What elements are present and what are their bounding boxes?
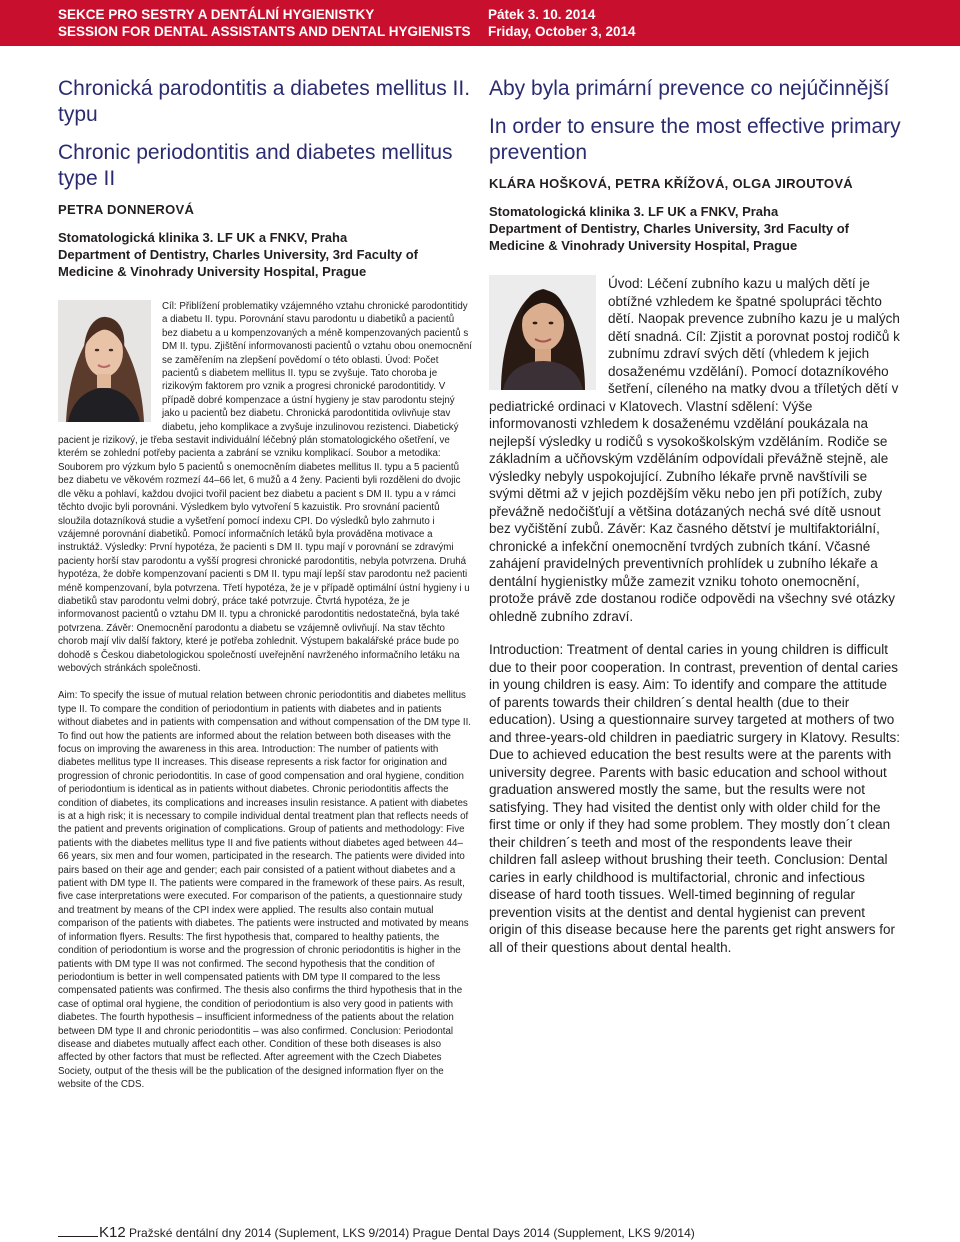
right-article — [489, 76, 901, 956]
affiliation-en: Department of Dentistry, Charles University, 3rd Faculty of Medicine & Vinohrady University Hospital, Prague — [489, 221, 849, 253]
abstract-en: Introduction: Treatment of dental caries in young children is difficult due to their poor cooperation. In contrast, prevention of dental caries in young children is easy. Aim: To identify and compare the attitude of parents towards their children´s dental health (due to their education). Using a questionnaire survey targeted at mothers of two and three-years-old children in paediatric surgery in Klatovy. Results: Due to achieved education the best results were at the parents with university degree. Parents with basic education and school without graduation answered mostly the same, but the results were not satisfying. They had visited the dentist only with older child for the first time or only if they had some problem. They mostly don´t clean their children´s teeth and most of the respondents leave their children fall asleep without brushing their teeth. Conclusion: Dental caries in early childhood is multifactorial, chronic and infectious disease of hard tooth tissues. Well-timed beginning of regular prevention visits at the dentist and dental hygienist can prevent origin of this disease because here the parents get right answers for all of their questions about dental health. — [489, 642, 900, 955]
article-authors: PETRA DONNEROVÁ — [58, 202, 195, 217]
affiliation-cz: Stomatologická klinika 3. LF UK a FNKV, Praha — [58, 230, 348, 245]
affiliation-cz: Stomatologická klinika 3. LF UK a FNKV, Praha — [489, 204, 779, 219]
section-title — [58, 6, 471, 40]
abstract-en: Aim: To specify the issue of mutual relation between chronic periodontitis and diabetes mellitus type II. To compare the condition of periodontium in patients with diabetes and in patients without diabetes and in patients with compensation and without compensation of the DM type II. To find out how the patients are informed about the relation between both diseases with the focus on improving the awareness in this area. Introduction: The number of patients with diabetes mellitus type II increases. This disease represents a risk factor for origination and progression of chronic periodontitis. In case of good compensation and oral hygiene, condition of periodontium is identical as in patients without diabetes. Chronic periodontitis affects the condition of diabetes, its complications and increases insulin resistance. A patient with diabetes is at a high risk; it is necessary to compile individual dental treatment plan that reflects needs of the patient and prevents origination of complications. Group of patients and methodology: Five patients with the diabetes mellitus type II and five patients without diabetes aged between 44–66 years, six men and four women, participated in the research. The patients were divided into pairs based on their age and gender; each pair consisted of a patient without diabetes and a patient with DM type II. The patients were compared in the framework of these pairs. As result, five case interpretations were executed. For comparison of the patients, a questionnaire study and treatment by means of the CPI index were applied. The results also contain mutual comparison of the patients with diabetes. The patients were instructed and motivated by means of information flyers. Results: The first hypothesis that, compared to healthy patients, the condition of periodontium is worse and the progression of chronic periodontitis is higher in the patients with DM type II was not confirmed. The second hypothesis that the condition of periodontium is better in well compensated patients with DM type II compared to the less compensated patients was confirmed. The thesis also confirms the third hypothesis that in the case of optimal oral hygiene, the condition of periodontium is also very good in patients with diabetes. The fourth hypothesis – insufficient informedness of the patients about the relation between DM type II and chronic periodontitis – was also confirmed. Conclusion: Periodontal disease and diabetes mutually affect each other. Condition of these both diseases is also affected by other factors that must be reflected. After agreement with the Czech Diabetes Society, output of the thesis will be the publication of the designed information flyer on the website of the CDS. — [58, 690, 471, 1091]
article-title-en: In order to ensure the most effective primary prevention — [489, 115, 901, 164]
author-photo — [489, 275, 596, 390]
date-cz: Pátek 3. 10. 2014 — [488, 7, 596, 22]
author-photo — [58, 300, 151, 422]
article-title-cz: Aby byla primární prevence co nejúčinnější — [489, 77, 890, 100]
section-header-bar — [0, 0, 960, 46]
date-en: Friday, October 3, 2014 — [488, 24, 636, 39]
article-authors: KLÁRA HOŠKOVÁ, PETRA KŘÍŽOVÁ, OLGA JIROUTOVÁ — [489, 176, 853, 191]
footer-text: Pražské dentální dny 2014 (Suplement, LKS 9/2014) Prague Dental Days 2014 (Supplement, LKS 9/2014) — [129, 1226, 695, 1240]
page-number: K12 — [99, 1224, 126, 1241]
abstract-cz: Úvod: Léčení zubního kazu u malých dětí je obtížné vzhledem ke špatné spolupráci těchto dětí. Naopak prevence zubního kazu je u malých dětí snadná. Cíl: Zjistit a porovnat postoj rodičů k zubnímu zdraví svých dětí (vhledem k jejich dosaženému vzdělání). Pomocí dotazníkového šetření, cíleného na matky dvou a tříletých dětí v pediatrické ordinaci v Klatovech. Vlastní sdělení: Výše informovanosti vzhledem k dosaženému vzdělání poukázala na nejlepší výsledky u rodičů s vysokoškolským vzděláním. Rodiče se základním a učňovským vzděláním odpovídali převážně stejně, ale výsledky nebyly uspokojující. Zubního lékaře prvně navštívili se svými dětmi až v jejich pozdějším věku nebo jen při potížích, zuby převážně nedočišťují a většina dotázaných nechá své dítě usnout bez vyčištění zubů. Závěr: Kaz časného dětství je multifaktoriální, chronické a infekční onemocnění tvrdých zubních tkání. Včasné zahájení pravidelných preventivních prohlídek u zubního lékaře a dentální hygienistky může zamezit vzniku tohoto onemocnění, protože právě zde dostanou rodiče odpovědi na všechny své otázky ohledně zubního zdraví. — [489, 276, 900, 624]
page-footer — [58, 1224, 695, 1241]
section-title-cz: SEKCE PRO SESTRY A DENTÁLNÍ HYGIENISTKY — [58, 7, 375, 22]
abstract-cz: Cíl: Přiblížení problematiky vzájemného vztahu chronické parodontitidy a diabetu II. typu. Porovnání stavu parodontu u diabetiků a pacientů bez diabetu a u kompenzovaných a méně kompenzovaných pacientů s DM II. typu. Zjištění informovanosti pacientů o vztahu obou onemocnění se zaměřením na zlepšení povědomí o této oblasti. Úvod: Počet pacientů s diabetem mellitus II. typu se zvyšuje. Tato choroba je rizikovým faktorem pro vznik a progresi chronické parodontitidy. V případě dobré kompenzace a ústní hygieny je stav parodontu stejný jako u pacientů bez diabetu. Chronická parodontitida ovlivňuje stav diabetu, jeho komplikace a zvyšuje inzulinovou rezistenci. Diabetický pacient je rizikový, je třeba sestavit individuální léčebný plán stomatologického ošetření, ve kterém se zohlední potřeby pacienta a zabrání se vzniku komplikací. Soubor a metodika: Souborem pro výzkum bylo 5 pacientů s onemocněním diabetes mellitus II. typu a 5 pacientů bez diabetu ve věkovém rozmezí 44–66 let, 6 mužů a 4 ženy. Pacienti byli rozděleni do dvojic dle věku a pohlaví, každou dvojici tvořil pacient bez diabetu a pacient s DM II. typu a v rámci těchto dvojic byli porovnáni. Výsledkem bylo vytvoření 5 kazuistik. Pro srovnání pacientů sloužila dotazníková studie a vyšetření pomocí indexu CPI. Do výsledků bylo zahrnuto i vzájemné porovnání diabetiků. Pomocí informačních letáků byla prováděna motivace a instruktáž. Výsledky: První hypotéza, že pacienti s DM II. typu mají v porovnání se zdravými pacienty horší stav parodontu a vyšší progresi chronické parodontitis, nebyla potvrzena. Druhá hypotéza, že dobře kompenzovaní pacienti s DM II. typu mají lepší stav parodontu než pacienti méně kompenzovaní, byla potvrzena. Třetí hypotéza, že je v případě optimální ústní hygieny i u diabetiků stav parodontu velmi dobrý, práce také potvrzuje. Čtvrtá hypotéza, že je informovanost pacientů o vztahu DM II. typu a chronické parodontitis nedostatečná, byla také potvrzena. Závěr: Onemocnění parodontu a diabetu se vzájemně ovlivňují. Na stav těchto chorob mají vliv další faktory, které je potřeba zohlednit. Výstupem bakalářské práce bude po dohodě s Českou diabetologickou společností uveřejnění navrženého informačního letáku na webových stránkách společnosti. — [58, 301, 473, 674]
affiliation-en: Department of Dentistry, Charles University, 3rd Faculty of Medicine & Vinohrady University Hospital, Prague — [58, 247, 418, 279]
section-date — [488, 6, 636, 40]
article-title-en: Chronic periodontitis and diabetes mellitus type II — [58, 141, 453, 190]
article-body — [58, 300, 472, 1092]
article-body — [489, 275, 901, 956]
article-title-cz: Chronická parodontitis a diabetes mellitus II. typu — [58, 77, 471, 126]
footer-rule — [58, 1236, 98, 1237]
left-article — [58, 76, 472, 1092]
section-title-en: SESSION FOR DENTAL ASSISTANTS AND DENTAL HYGIENISTS — [58, 24, 471, 39]
